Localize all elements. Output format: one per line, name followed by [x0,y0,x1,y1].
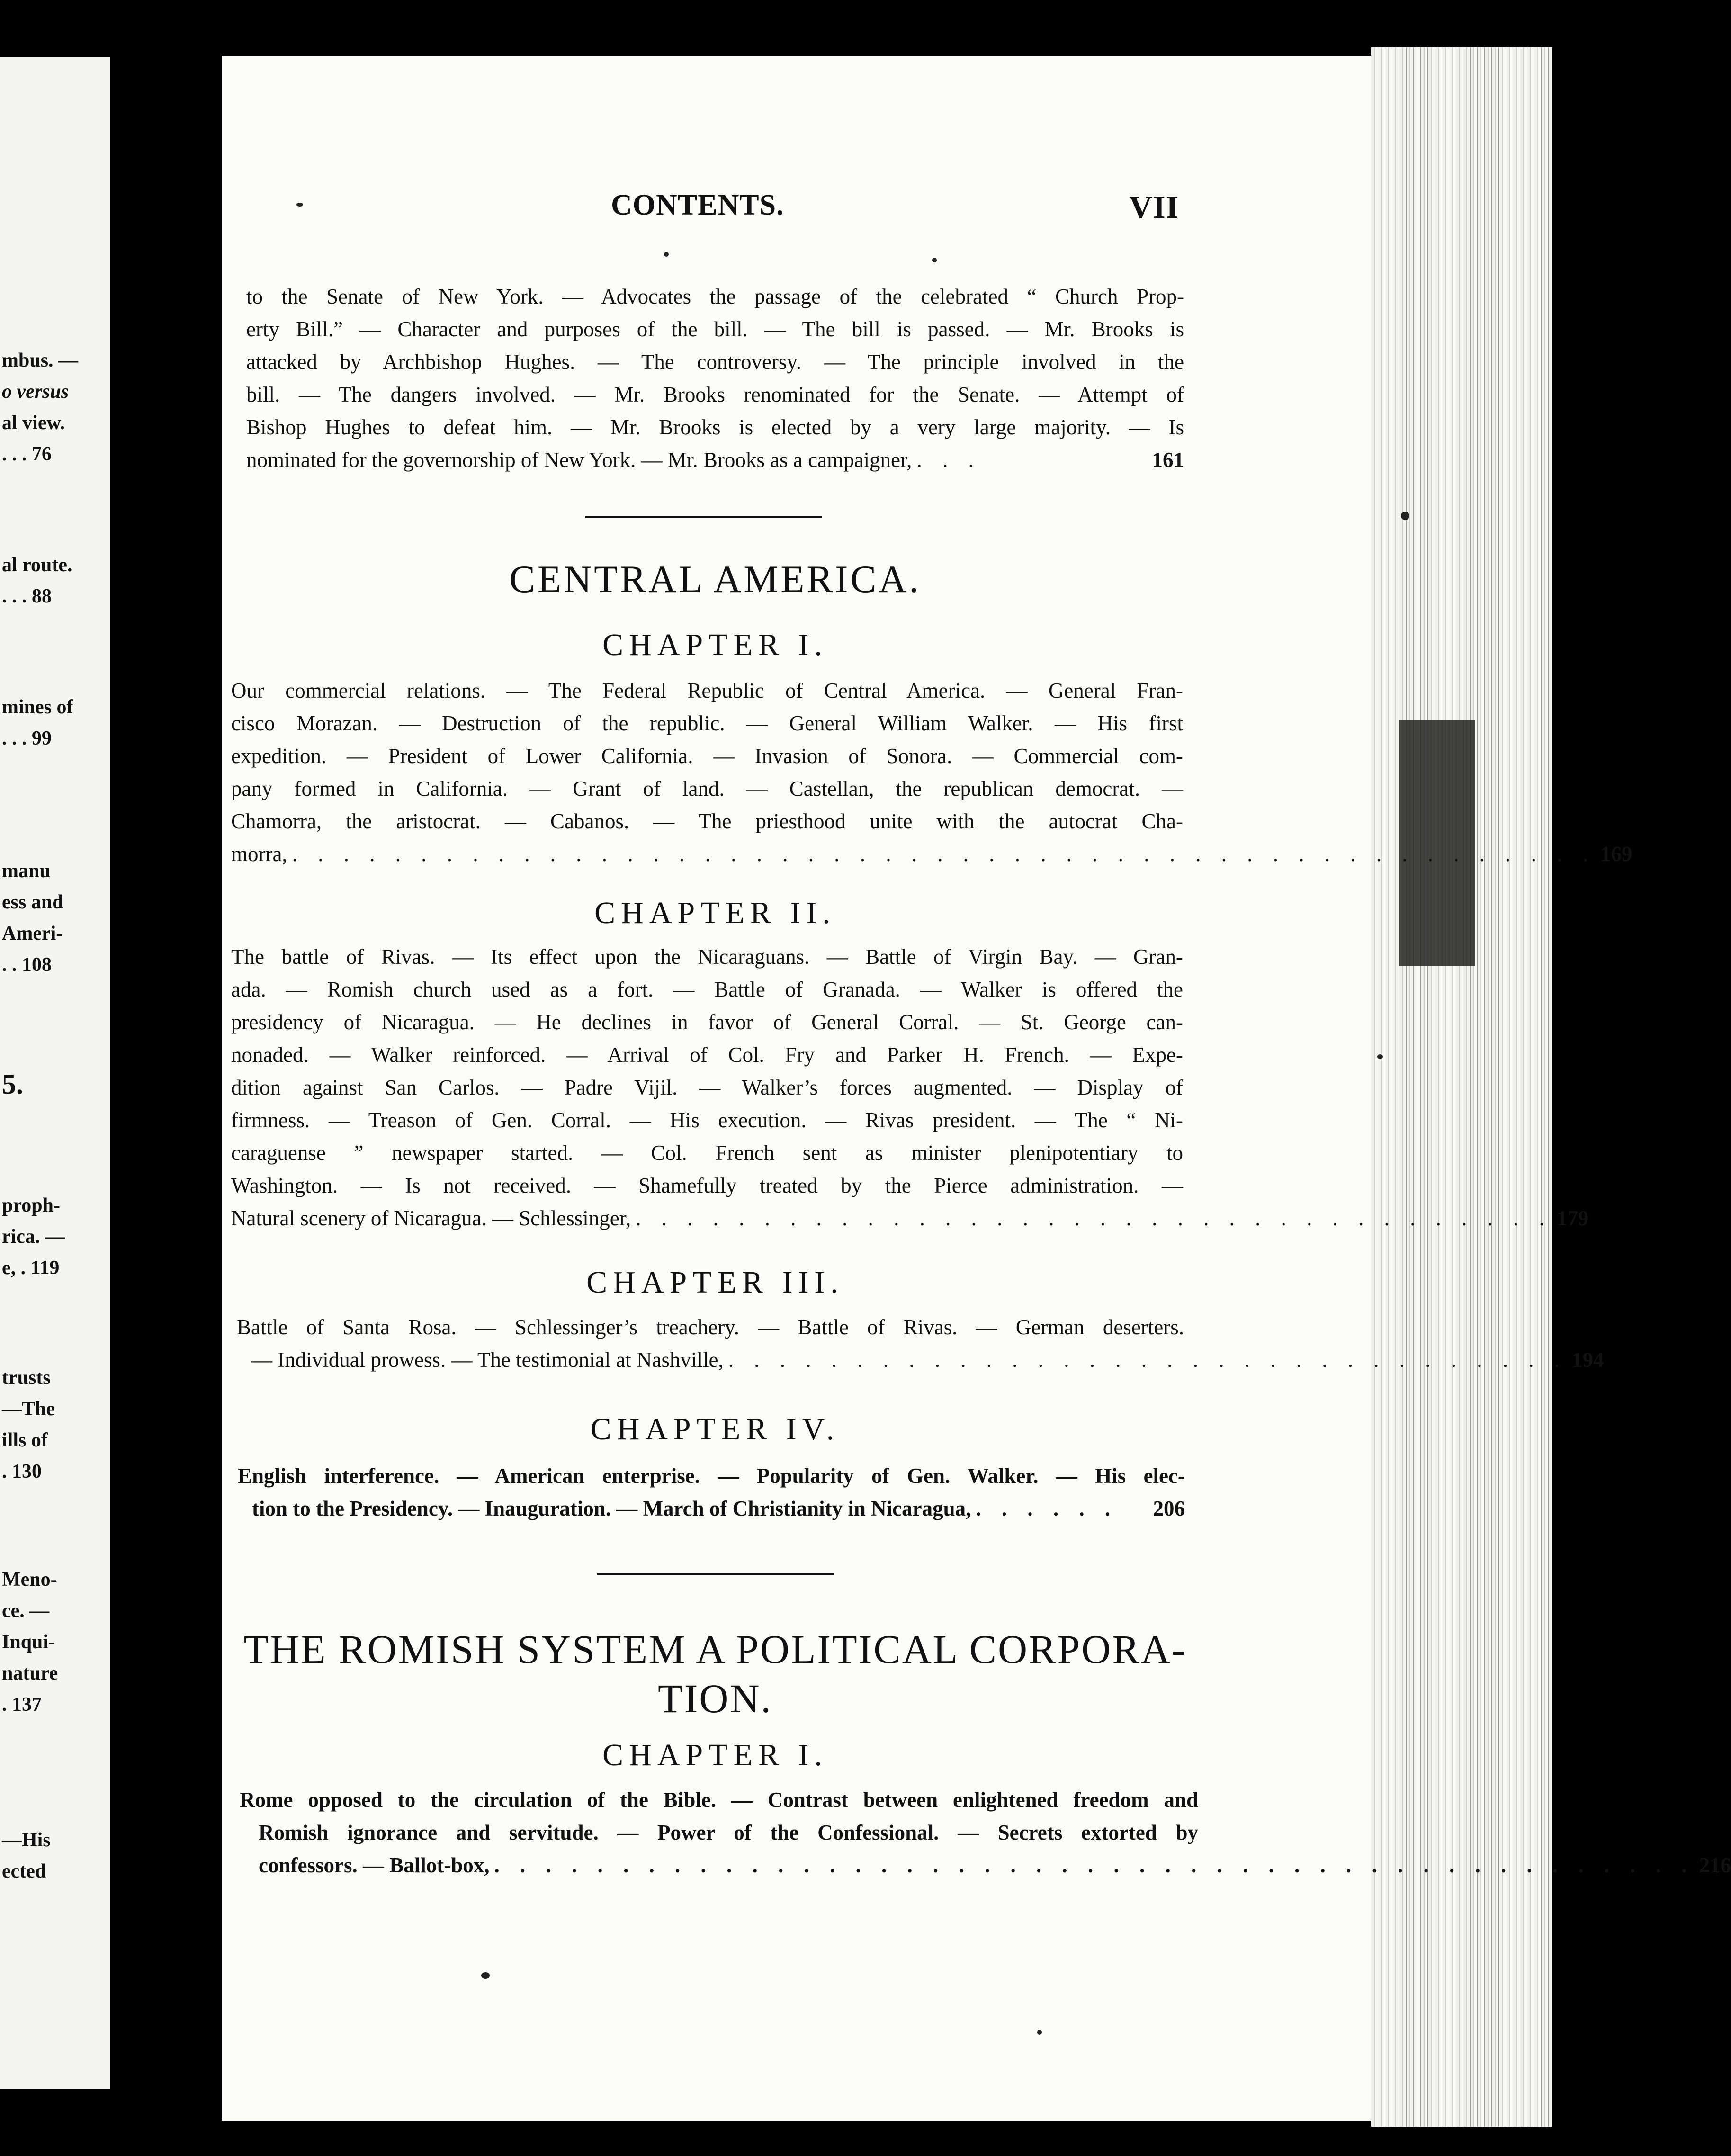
entry-line: English interference. — American enterprise. — Popularity of Gen. Walker. — His elec- [238,1464,1185,1488]
entry-last-line [238,1492,1185,1525]
fragment: mines of [2,696,73,718]
fragment: . . . 88 [2,585,52,607]
fragment: mbus. — [2,350,79,371]
entry-line: erty Bill.” — Character and purposes of the bill. — The bill is passed. — Mr. Brooks is [246,317,1184,341]
entry-line: caraguense ” newspaper started. — Col. French sent as minister plenipotentiary to [231,1141,1183,1165]
page-ref: 206 [1153,1497,1185,1520]
entry-line: to the Senate of New York. — Advocates the passage of the celebrated “ Church Prop- [246,285,1184,308]
entry-last-line [240,1849,1731,1882]
fragment: rica. — [2,1226,65,1248]
chapter-heading: CHAPTER III. [586,1265,844,1300]
page-ref: 169 [1600,842,1632,866]
fragment: ess and [2,891,63,913]
toc-entry [237,1311,1604,1376]
fragment: e, . 119 [2,1257,60,1279]
entry-line: Natural scenery of Nicaragua. — Schlessinger, [231,1206,631,1230]
toc-entry [246,280,1184,476]
section-title-continued: TION. [658,1676,772,1721]
entry-line: expedition. — President of Lower California. — Invasion of Sonora. — Commercial com- [231,744,1183,768]
entry-line: cisco Morazan. — Destruction of the republic. — General William Walker. — His first [231,711,1183,735]
fragment: proph- [2,1195,60,1216]
fragment: manu [2,860,51,882]
toc-entry [231,674,1632,871]
scan-speck [932,258,937,262]
entry-line: confessors. — Ballot-box, [259,1853,490,1877]
dot-leader: . . . . . . . . . . . . . . . . . . . . . . . . . . . . . . . . . [728,1348,1568,1372]
fragment: . . . 99 [2,728,52,749]
fragment: . 130 [2,1461,42,1482]
scan-speck [1401,512,1409,520]
fragment: ills of [2,1429,48,1451]
entry-line: attacked by Archbishop Hughes. — The controversy. — The principle involved in the [246,350,1184,374]
entry-line: Bishop Hughes to defeat him. — Mr. Brooks is elected by a very large majority. — Is [246,415,1184,439]
entry-line: ada. — Romish church used as a fort. — Battle of Granada. — Walker is offered the [231,978,1183,1001]
fragment: 5. [2,1069,23,1100]
entry-line: Chamorra, the aristocrat. — Cabanos. — The priesthood unite with the autocrat Cha- [231,809,1183,833]
running-title: CONTENTS. [611,189,784,221]
fragment: . 137 [2,1694,42,1716]
fragment: o versus [2,381,69,403]
scan-speck [664,252,669,257]
scan-speck [1037,2030,1042,2035]
dot-leader: . . . . . . [976,1497,1118,1520]
page-fore-edge [1371,47,1552,2127]
entry-last-line [231,1202,1589,1235]
entry-line: Washington. — Is not received. — Shamefully treated by the Pierce administration. — [231,1174,1183,1197]
fragment: ce. — [2,1600,50,1622]
adjacent-page-strip [0,57,110,2089]
fragment: Ameri- [2,923,63,944]
entry-line: Our commercial relations. — The Federal Republic of Central America. — General Fran- [231,679,1183,702]
entry-line: dition against San Carlos. — Padre Vijil. — Walker’s forces augmented. — Display of [231,1076,1183,1099]
entry-line: nominated for the governorship of New York. — Mr. Brooks as a campaigner, [246,448,912,472]
dot-leader: . . . . . . . . . . . . . . . . . . . . . . . . . . . . . . . . . . . . [636,1206,1552,1230]
fragment: nature [2,1662,58,1684]
entry-line: Romish ignorance and servitude. — Power of the Confessional. — Secrets extorted by [259,1821,1198,1844]
entry-line: bill. — The dangers involved. — Mr. Brooks renominated for the Senate. — Attempt of [246,383,1184,406]
fragment: . . 108 [2,954,52,976]
section-rule [585,516,822,518]
page-ref: 179 [1556,1206,1589,1230]
scan-speck [1377,1054,1383,1059]
entry-line: tion to the Presidency. — Inauguration. — March of Christianity in Nicaragua, [252,1497,971,1520]
chapter-heading: CHAPTER I. [602,1738,828,1772]
entry-line: Rome opposed to the circulation of the Bible. — Contrast between enlightened freedom and [240,1788,1198,1812]
entry-line: — Individual prowess. — The testimonial at Nashville, [251,1348,724,1372]
entry-line: Battle of Santa Rosa. — Schlessinger’s treachery. — Battle of Rivas. — German deserters. [237,1315,1184,1339]
fragment: —His [2,1829,51,1851]
fragment: Inqui- [2,1631,55,1653]
chapter-heading: CHAPTER IV. [590,1412,840,1446]
page-ref: 161 [1152,448,1184,472]
entry-last-line [237,1344,1604,1376]
dot-leader: . . . . . . . . . . . . . . . . . . . . . . . . . . . . . . . . . . . . . . . . . . . . . . . [494,1853,1695,1877]
fragment: —The [2,1398,55,1420]
fragment: trusts [2,1367,51,1389]
entry-line: pany formed in California. — Grant of land. — Castellan, the republican democrat. — [231,777,1183,800]
section-title: CENTRAL AMERICA. [509,557,921,601]
entry-last-line [246,444,1184,476]
dot-leader: . . . [916,448,981,472]
chapter-heading: CHAPTER II. [594,896,836,930]
page-number: VII [1129,189,1179,225]
entry-line: firmness. — Treason of Gen. Corral. — His execution. — Rivas president. — The “ Ni- [231,1108,1183,1132]
fragment: al view. [2,412,65,434]
entry-line: The battle of Rivas. — Its effect upon the Nicaraguans. — Battle of Virgin Bay. — Gran- [231,945,1183,969]
scan-speck [296,203,303,207]
fragment: . . . 76 [2,443,52,465]
fragment: ected [2,1860,46,1882]
dot-leader: . . . . . . . . . . . . . . . . . . . . . . . . . . . . . . . . . . . . . . . . . . . . . . . . . . . [292,842,1596,866]
page-ref: 216 [1699,1853,1731,1877]
section-title: THE ROMISH SYSTEM A POLITICAL CORPORA- [243,1626,1187,1672]
page-ref: 194 [1572,1348,1604,1372]
section-rule [597,1573,834,1575]
scan-speck [481,1972,490,1979]
fragment: Meno- [2,1569,57,1590]
entry-last-line [231,838,1632,871]
toc-entry [240,1784,1731,1882]
toc-entry [238,1460,1185,1525]
entry-line: presidency of Nicaragua. — He declines in favor of General Corral. — St. George can- [231,1010,1183,1034]
chapter-heading: CHAPTER I. [602,628,828,662]
fragment: al route. [2,554,72,576]
entry-line: nonaded. — Walker reinforced. — Arrival of Col. Fry and Parker H. French. — Expe- [231,1043,1183,1067]
entry-line: morra, [231,842,287,866]
toc-entry [231,941,1589,1235]
